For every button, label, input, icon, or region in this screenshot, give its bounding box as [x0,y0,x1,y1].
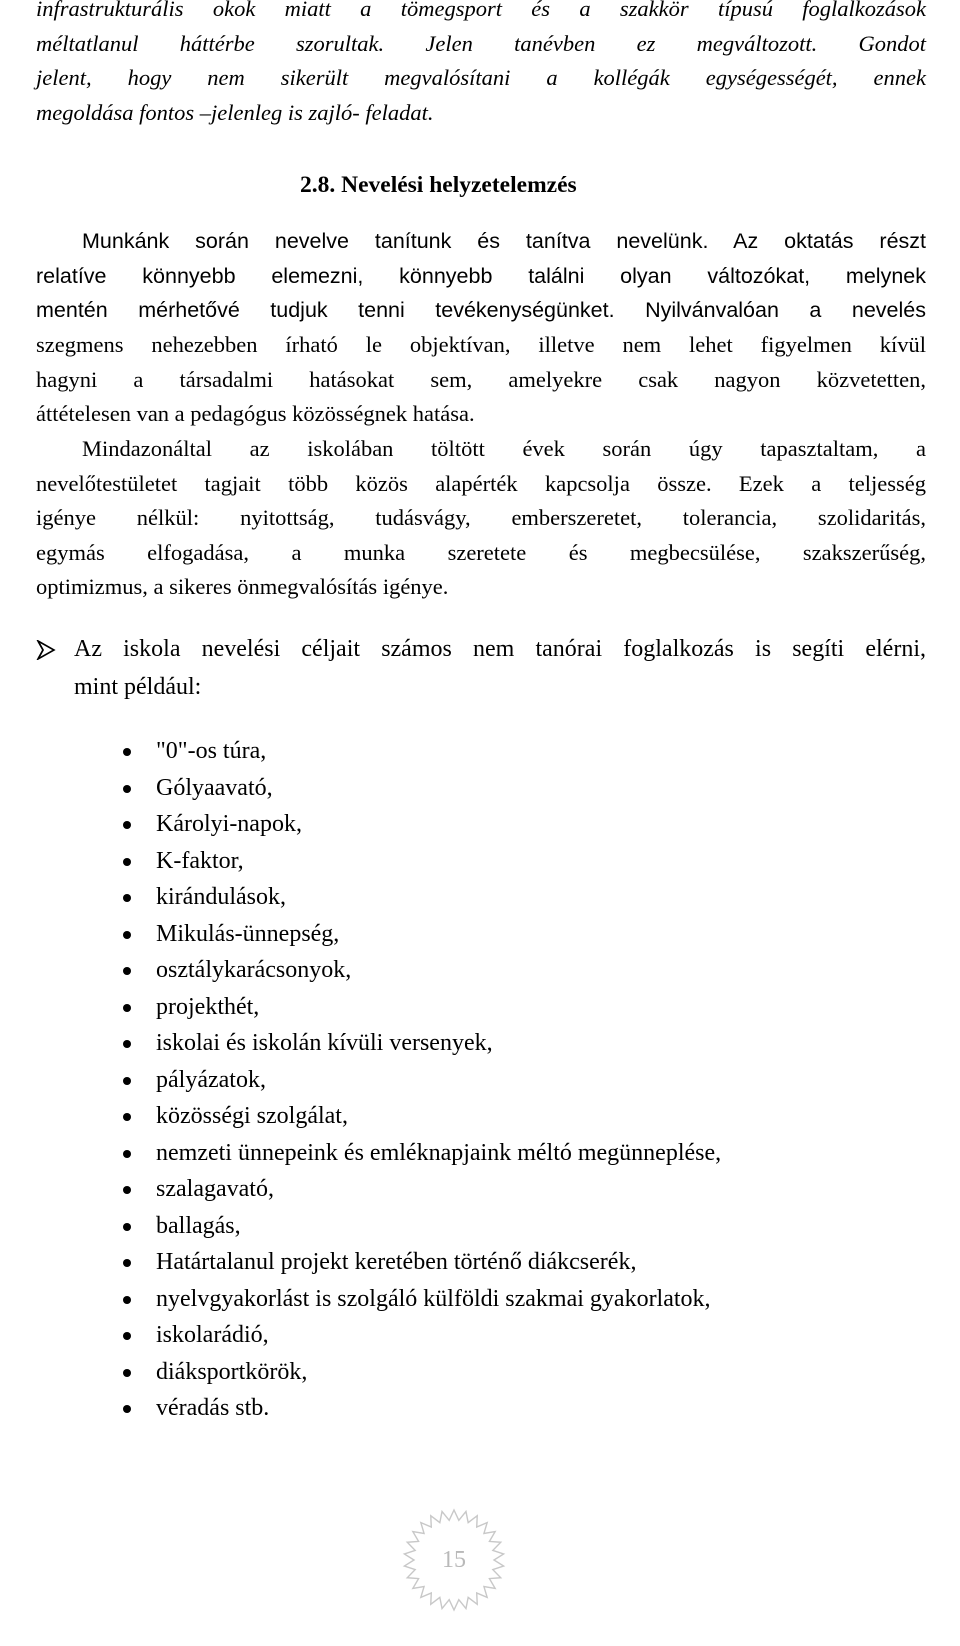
list-item-text: "0"-os túra, [156,738,267,764]
activities-list [120,733,721,1427]
list-item [120,916,721,953]
section-heading: 2.8. Nevelési helyzetelemzés [300,172,577,198]
paragraph-line: hagyni a társadalmi hatásokat sem, amelyekre csak nagyon közvetetten, [36,366,926,392]
list-item [120,1354,721,1391]
bullet-dot-icon [123,821,131,829]
paragraph-line-text: Munkánk során nevelve tanítunk és tanítva nevelünk. Az oktatás részt [82,229,926,253]
list-item [120,952,721,989]
list-item [120,1281,721,1318]
arrow-item-line: Az iskola nevelési céljait számos nem tanórai foglalkozás is segíti elérni, [74,636,926,662]
list-item [120,1171,721,1208]
list-item-text: pályázatok, [156,1066,266,1093]
bullet-dot-icon [123,1077,131,1085]
list-item-text: osztálykarácsonyok, [156,957,352,983]
paragraph-line [36,224,926,259]
bullet-dot-icon [123,1296,131,1304]
bullet-dot-icon [123,1004,131,1012]
paragraph-line: igénye nélkül: nyitottság, tudásvágy, emberszeretet, tolerancia, szolidaritás, [36,505,926,530]
list-item [120,733,721,770]
list-item [120,1025,721,1062]
bullet-dot-icon [123,967,131,975]
list-item-text: iskolarádió, [156,1322,269,1348]
arrow-item-text [74,630,926,706]
bullet-dot-icon [123,1186,131,1194]
list-item-text: közösségi szolgálat, [156,1103,348,1129]
list-item [120,989,721,1026]
list-item-text: iskolai és iskolán kívüli versenyek, [156,1030,493,1056]
list-item-text: ballagás, [156,1212,241,1239]
paragraph-line: áttételesen van a pedagógus közösségnek hatása. [36,401,475,426]
list-item-text: kirándulások, [156,884,286,910]
list-item-text: diáksportkörök, [156,1358,308,1385]
list-item-text: Határtalanul projekt keretében történő diákcserék, [156,1249,637,1275]
list-item [120,1244,721,1281]
list-item-text: nemzeti ünnepeink és emléknapjaink méltó megünneplése, [156,1139,722,1166]
intro-line-text: megoldása fontos –jelenleg is zajló- feladat. [36,99,434,125]
list-item-text: Mikulás-ünnepség, [156,920,340,947]
list-item [120,770,721,807]
arrow-item-line: mint például: [74,674,202,700]
bullet-dot-icon [123,1113,131,1121]
arrowhead-bullet-icon [36,640,56,660]
bullet-dot-icon [123,785,131,793]
intro-line [36,96,926,131]
list-item-text: projekthét, [156,993,260,1020]
bullet-dot-icon [123,931,131,939]
bullet-dot-icon [123,1259,131,1267]
list-item-text: K-faktor, [156,847,244,874]
bullet-dot-icon [123,1369,131,1377]
paragraph-line: optimizmus, a sikeres önmegvalósítás igénye. [36,574,449,599]
intro-line: jelent, hogy nem sikerült megvalósítani a kollégák egységességét, ennek [36,65,926,90]
list-item [120,1208,721,1245]
list-item [120,1390,721,1427]
paragraph-serif [36,328,926,432]
arrow-list-item [36,630,926,706]
list-item-text: Gólyaavató, [156,774,273,801]
paragraph-line-text: Mindazonáltal az iskolában töltött évek során úgy tapasztaltam, a [82,436,926,461]
bullet-dot-icon [123,1040,131,1048]
list-item [120,1062,721,1099]
list-item [120,806,721,843]
paragraph-sans [36,224,926,328]
list-item [120,1098,721,1135]
list-item [120,843,721,880]
list-item-text: szalagavató, [156,1176,274,1202]
page-number: 15 [442,1547,466,1573]
paragraph-line: egymás elfogadása, a munka szeretete és megbecsülése, szakszerűség, [36,539,926,565]
paragraph-line: mentén mérhetővé tudjuk tenni tevékenységünket. Nyilvánvalóan a nevelés [36,298,926,322]
paragraph-line [36,432,926,467]
paragraph-line: relatíve könnyebb elemezni, könnyebb találni olyan változókat, melynek [36,263,926,288]
list-item [120,1135,721,1172]
bullet-dot-icon [123,894,131,902]
bullet-dot-icon [123,1150,131,1158]
bullet-dot-icon [123,1332,131,1340]
intro-line: infrastrukturális okok miatt a tömegsport és a szakkör típusú foglalkozások [36,0,926,21]
intro-line: méltatlanul háttérbe szorultak. Jelen tanévben ez megváltozott. Gondot [36,30,926,56]
bullet-dot-icon [123,1223,131,1231]
bullet-dot-icon [123,748,131,756]
list-item [120,879,721,916]
list-item-text: Károlyi-napok, [156,811,302,837]
intro-paragraph [36,0,926,130]
paragraph-values [36,432,926,605]
paragraph-line: szegmens nehezebben írható le objektívan, illetve nem lehet figyelmen kívül [36,332,926,357]
list-item [120,1317,721,1354]
list-item-text: nyelvgyakorlást is szolgáló külföldi szakmai gyakorlatok, [156,1285,711,1312]
bullet-dot-icon [123,1405,131,1413]
paragraph-line: nevelőtestületet tagjait több közös alapérték kapcsolja össze. Ezek a teljesség [36,470,926,496]
page-number-badge [402,1508,506,1612]
list-item-text: véradás stb. [156,1395,270,1421]
bullet-dot-icon [123,858,131,866]
